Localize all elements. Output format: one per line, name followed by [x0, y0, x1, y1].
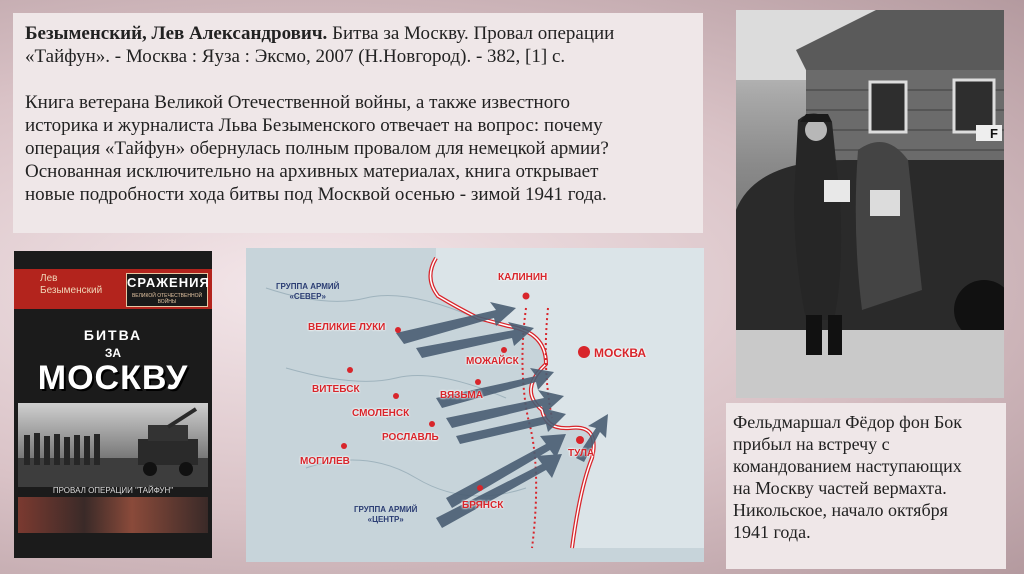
reference-line-2: «Тайфун». - Москва : Яуза : Эксмо, 2007 (Н.Новгород). - 382, [1] с.	[25, 46, 566, 67]
city-mozhaisk: МОЖАЙСК	[466, 356, 519, 367]
field-marshal-photo	[736, 10, 1004, 398]
caption-line: Никольское, начало октября	[733, 500, 948, 520]
cover-subtitle: ПРОВАЛ ОПЕРАЦИИ "ТАЙФУН"	[52, 486, 174, 495]
reference-line-1	[25, 22, 691, 45]
city-mogilev: МОГИЛЕВ	[300, 456, 350, 467]
cover-war-photo	[18, 403, 208, 487]
reference-title: Битва за Москву. Провал операции	[327, 23, 615, 44]
reference-author: Безыменский, Лев Александрович.	[25, 23, 328, 44]
city-roslavl: РОСЛАВЛЬ	[382, 432, 439, 443]
cover-series-subtitle: ВЕЛИКОЙ ОТЕЧЕСТВЕННОЙ ВОЙНЫ	[131, 293, 203, 305]
cover-title-line-2: ЗА	[104, 346, 122, 360]
city-vitebsk: ВИТЕБСК	[312, 384, 360, 395]
group-center-label: ГРУППА АРМИЙ «ЦЕНТР»	[354, 505, 418, 524]
cover-series: СРАЖЕНИЯ	[127, 275, 210, 290]
cover-series-box	[126, 273, 208, 307]
description-line: операция «Тайфун» обернулась полным провалом для немецкой армии?	[25, 138, 609, 159]
caption-line: командованием наступающих	[733, 456, 962, 476]
city-tula: ТУЛА	[568, 448, 595, 459]
cover-author: Лев Безыменский	[40, 273, 103, 296]
description-line: историка и журналиста Льва Безыменского отвечает на вопрос: почему	[25, 115, 603, 136]
caption-line: Фельдмаршал Фёдор фон Бок	[733, 412, 963, 432]
caption-line: на Москву частей вермахта.	[733, 478, 947, 498]
cover-title-line-3: МОСКВУ	[37, 359, 189, 397]
city-velikie-luki: ВЕЛИКИЕ ЛУКИ	[308, 322, 386, 333]
photo-caption	[726, 403, 1006, 569]
city-kalinin: КАЛИНИН	[498, 272, 548, 283]
cover-title-line-1: БИТВА	[83, 327, 143, 343]
book-cover	[14, 251, 212, 558]
book-description-box	[13, 13, 703, 233]
description-line: Основанная исключительно на архивных материалах, книга открывает	[25, 161, 599, 182]
caption-line: 1941 года.	[733, 522, 811, 542]
description-line: новые подробности хода битвы под Москвой осенью - зимой 1941 года.	[25, 184, 607, 205]
city-smolensk: СМОЛЕНСК	[352, 408, 410, 419]
city-bryansk: БРЯНСК	[462, 500, 504, 511]
cover-photo-strip	[18, 497, 208, 533]
city-vyazma: ВЯЗЬМА	[440, 390, 483, 401]
description-line: Книга ветерана Великой Отечественной войны, а также известного	[25, 92, 571, 113]
group-north-label: ГРУППА АРМИЙ «СЕВЕР»	[276, 282, 340, 301]
battle-map	[246, 248, 704, 562]
city-moskva: МОСКВА	[594, 346, 647, 360]
car-flag-letter: F	[990, 126, 998, 141]
caption-line: прибыл на встречу с	[733, 434, 890, 454]
